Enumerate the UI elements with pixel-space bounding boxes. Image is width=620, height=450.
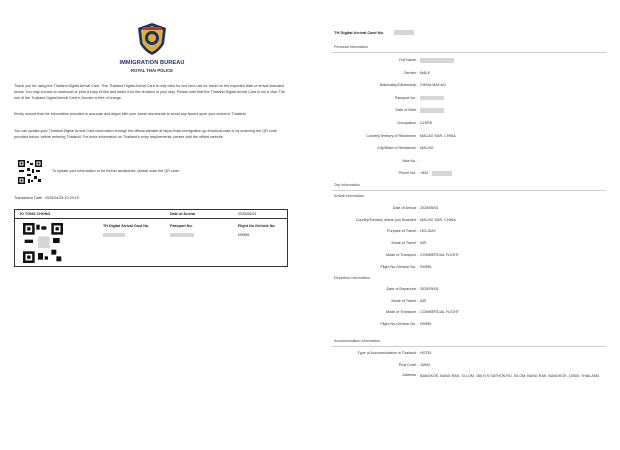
departure-info-title: Departure Information — [334, 276, 370, 280]
arrival-card-summary — [14, 209, 288, 267]
qr-note: To update your information or for further assistance, please scan the QR code. — [52, 169, 180, 173]
info-row-value: 2025/05/01 — [420, 206, 439, 210]
passport-number-redacted — [170, 233, 194, 237]
info-row-label: Country/Territory where you Boarded : — [355, 217, 418, 222]
info-row-label: Phone No. : — [398, 171, 418, 176]
info-row-value: MACAO SAR, CHINA — [420, 217, 456, 222]
info-row-label: Mode of Travel : — [391, 298, 418, 303]
tdac-number-heading: TH Digital Arrival Card No. — [334, 30, 385, 35]
info-row-value: NX995 — [420, 322, 432, 327]
info-row-label: Date of Departure : — [386, 287, 418, 291]
intro-paragraph-3: You can update your Thailand Digital Arrival Card information through the official website at https://tdac.immigration.go.th/arrival-card or by scanning the QR code provided below, before entering Thailand. For more information on Thailand's entry requirements, please visit the official website. — [14, 129, 277, 140]
info-row-label: Date of Birth : — [395, 108, 418, 113]
info-row-label: Type of Accommodation in Thailand : — [357, 351, 418, 355]
accommodation-info-divider — [332, 346, 606, 347]
redacted-value — [420, 96, 444, 101]
intro-paragraph-1: Thank you for using the Thailand Digital Arrival Card. This Thailand Digital Arrival Card is only valid for one time use for travel on the expected date of arrival indicated below. You may choose to download or print a copy of this and retain it for the duration of your stay. Please note that the Thailand Digital Arrival Card is not a visa. The use of the Thailand Digital Arrival Card e-Service is free of charge. — [14, 84, 285, 101]
intro-paragraph-2: Kindly ensure that the information provided is accurate and aligns with your travel documents to avoid any issues upon your arrival in Thailand. — [14, 112, 247, 116]
info-row-label: Mode of Transport : — [386, 310, 418, 315]
tdac-number-redacted — [103, 233, 125, 237]
info-row-label: Nationality/Citizenship : — [379, 83, 418, 88]
info-row-label: Date of Arrival : — [392, 206, 418, 210]
info-row-value: COMMERCIAL FLIGHT — [420, 310, 459, 315]
info-row-label: Country/Territory of Residence : — [366, 133, 418, 138]
info-row-value: HOTEL — [420, 351, 433, 355]
info-row-value: CHINA MACAO — [420, 83, 446, 88]
address-label: Address : — [402, 373, 418, 377]
info-row-label: Passport No. : — [394, 95, 418, 100]
personal-info-title: Personal Information — [334, 45, 369, 49]
info-row-value: NX996 — [420, 264, 432, 269]
info-row-label: City/State of Residence : — [377, 146, 418, 151]
info-row-value: CLERK — [420, 121, 433, 125]
redacted-phone — [432, 171, 452, 176]
agency-subtitle: ROYAL THAI POLICE — [131, 68, 173, 73]
info-row-value: 2025/05/05 — [420, 287, 439, 291]
trip-info-divider — [332, 190, 606, 191]
info-row-label: Mode of Transport : — [386, 252, 418, 257]
tdac-number-label: TH Digital Arrival Card No. — [103, 224, 150, 228]
info-row-label: Flight No./Vehicle No. : — [380, 322, 418, 327]
agency-name: IMMIGRATION BUREAU — [119, 60, 185, 66]
date-of-arrival-label: Date of Arrival — [170, 212, 196, 216]
info-row-value: MACAO — [420, 146, 434, 151]
traveler-name: IO TONG CHONG — [20, 212, 51, 216]
flight-number-label: Flight No./Vehicle No. — [238, 224, 276, 228]
info-row-label: Gender : — [403, 70, 418, 75]
info-row-label: Full Name : — [399, 58, 418, 62]
card-divider — [15, 218, 287, 219]
redacted-value — [420, 108, 444, 113]
info-row-label: Flight No./Vehicle No. : — [380, 264, 418, 269]
info-row-label: Post Code : — [398, 362, 418, 367]
info-row-value: AIR — [420, 298, 427, 303]
info-row-label: Purpose of Travel : — [387, 229, 418, 234]
info-row-value: 10500 — [420, 362, 431, 367]
personal-info-divider — [332, 52, 606, 53]
info-row-value: - — [420, 158, 422, 163]
info-row-value: HOLIDAY — [420, 229, 436, 234]
info-row-value: MACAO SAR, CHINA — [420, 133, 456, 138]
passport-number-label: Passport No. — [170, 224, 193, 228]
info-row-value: MALE — [420, 70, 431, 75]
transaction-date: Transaction Date : 2025/04/28 10:29:19 — [14, 196, 79, 200]
arrival-card-qr-code — [23, 223, 63, 263]
info-row-label: Visa No. : — [402, 158, 418, 163]
info-row-value: COMMERCIAL FLIGHT — [420, 252, 459, 257]
flight-number-value: NX996 — [238, 233, 250, 237]
address-value: BANGKOK, BANG RAK, SI LOM, 166 N S SATHON RD, SILOM, BANG RAK, BANGKOK, 10500, THAILAND — [420, 374, 600, 378]
accommodation-info-title: Accommodation Information — [334, 339, 380, 343]
redacted-value — [420, 58, 454, 63]
info-row-label: Occupation : — [397, 121, 418, 125]
arrival-info-title: Arrival Information — [334, 194, 364, 198]
info-row-value: +853 — [420, 171, 429, 176]
tdac-number-heading-redacted — [394, 30, 414, 35]
info-row-value: AIR — [420, 241, 427, 246]
trip-info-title: Trip Information — [334, 183, 360, 187]
info-row-label: Mode of Travel : — [391, 241, 418, 246]
date-of-arrival-value: 2025/05/01 — [238, 212, 257, 216]
update-qr-code[interactable] — [18, 160, 42, 184]
immigration-bureau-emblem — [135, 22, 169, 56]
